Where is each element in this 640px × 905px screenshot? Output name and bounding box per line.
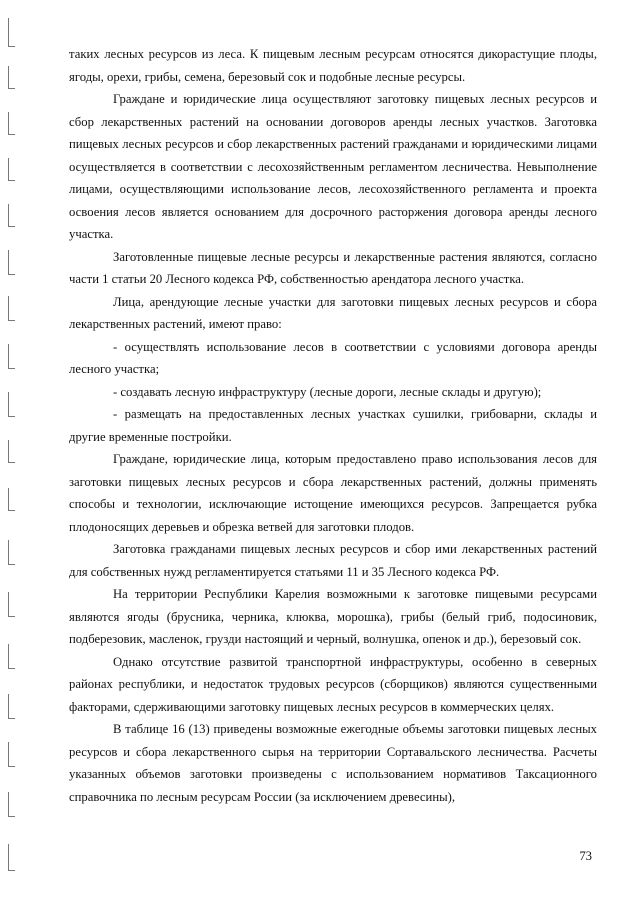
binding-mark (8, 644, 15, 669)
binding-mark (8, 694, 15, 719)
binding-mark (8, 742, 15, 767)
binding-mark (8, 440, 15, 463)
binding-mark (8, 344, 15, 369)
binding-mark (8, 792, 15, 817)
page-number: 73 (579, 849, 592, 863)
binding-mark (8, 250, 15, 275)
paragraph: Однако отсутствие развитой транспортной инфраструктуры, особенно в северных районах республики, и недостаток трудовых ресурсов (сборщиков) являются существенными факторами, сдерживающими заготовку пищевых лесных ресурсов в коммерческих целях. (69, 654, 597, 714)
binding-mark (8, 488, 15, 511)
binding-mark (8, 844, 15, 871)
binding-mark (8, 296, 15, 321)
binding-mark (8, 392, 15, 417)
page-body (69, 43, 597, 808)
paragraph: Лица, арендующие лесные участки для заготовки пищевых лесных ресурсов и сбора лекарственных растений, имеют право: (69, 294, 597, 331)
paragraph: Граждане, юридические лица, которым предоставлено право использования лесов для заготовки пищевых лесных ресурсов и сбора лекарственных растений, должны применять способы и технологии, исключающие истощение имеющихся ресурсов. Запрещается рубка плодоносящих деревьев и обрезка ветвей для заготовки плодов. (69, 452, 597, 534)
list-item: - создавать лесную инфраструктуру (лесные дороги, лесные склады и другую); (113, 384, 542, 399)
paragraph: Граждане и юридические лица осуществляют заготовку пищевых лесных ресурсов и сбор лекарственных растений на основании договоров аренды лесных участков. Заготовка пищевых лесных ресурсов и сбор лекарственных растений гражданами и юридическими лицами осуществляется в соответствии с лесохозяйственным регламентом лесничества. Невыполнение лицами, осуществляющими использование лесов, лесохозяйственного регламента и проекта освоения лесов является основанием для досрочного расторжения договора аренды лесного участка. (69, 92, 597, 241)
binding-mark (8, 540, 15, 565)
binding-mark (8, 112, 15, 135)
paragraph: На территории Республики Карелия возможными к заготовке пищевыми ресурсами являются ягоды (брусника, черника, клюква, морошка), грибы (белый гриб, подосиновик, подберезовик, масленок, грузди настоящий и черный, волнушка, опенок и др.), березовый сок. (69, 587, 597, 646)
paragraph: таких лесных ресурсов из леса. К пищевым лесным ресурсам относятся дикорастущие плоды, ягоды, орехи, грибы, семена, березовый сок и подобные лесные ресурсы. (69, 47, 597, 84)
binding-mark (8, 204, 15, 227)
binding-mark (8, 66, 15, 89)
binding-mark (8, 592, 15, 617)
paragraph: Заготовленные пищевые лесные ресурсы и лекарственные растения являются, согласно части 1 статьи 20 Лесного кодекса РФ, собственностью арендатора лесного участка. (69, 249, 597, 286)
list-item: - осуществлять использование лесов в соответствии с условиями договора аренды лесного участка; (69, 339, 597, 376)
paragraph: В таблице 16 (13) приведены возможные ежегодные объемы заготовки пищевых лесных ресурсов и сбора лекарственного сырья на территории Сортавальского лесничества. Расчеты указанных объемов заготовки произведены с использованием нормативов Таксационного справочника по лесным ресурсам России (за исключением древесины), (69, 722, 597, 804)
binding-mark (8, 18, 15, 47)
list-item: - размещать на предоставленных лесных участках сушилки, грибоварни, склады и другие временные постройки. (69, 407, 597, 444)
paragraph: Заготовка гражданами пищевых лесных ресурсов и сбор ими лекарственных растений для собственных нужд регламентируется статьями 11 и 35 Лесного кодекса РФ. (69, 542, 597, 579)
binding-mark (8, 158, 15, 181)
binding-margin (0, 0, 22, 905)
